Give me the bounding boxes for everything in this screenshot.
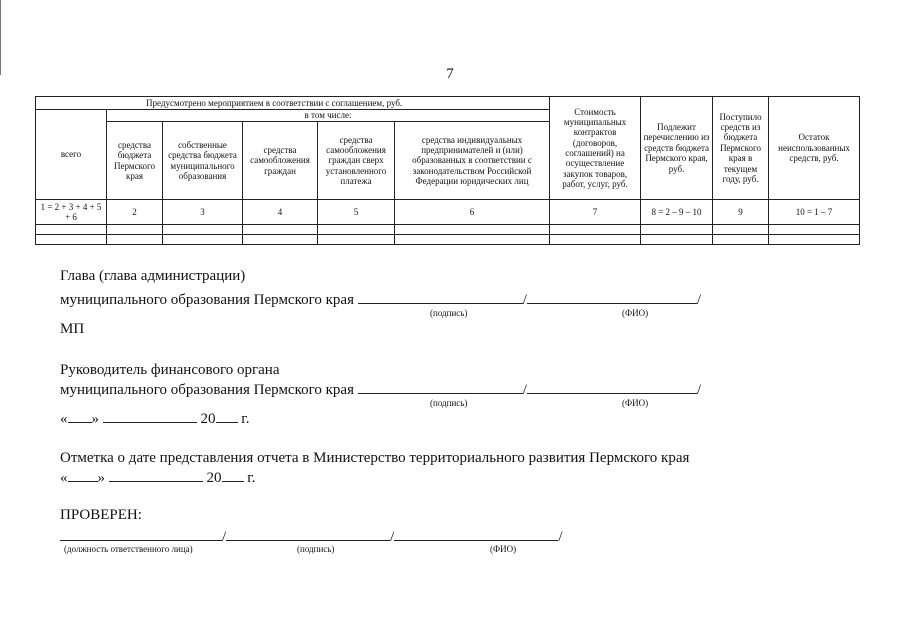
table-cell[interactable] (713, 235, 769, 245)
page-edge-line (0, 0, 1, 75)
checked-caption-position: (должность ответственного лица) (64, 544, 193, 554)
checked-caption-name: (ФИО) (490, 544, 517, 554)
col-number: 2 (107, 200, 163, 225)
head-name-field[interactable] (527, 289, 697, 304)
col-number: 1 = 2 + 3 + 4 + 5 + 6 (36, 200, 107, 225)
submission-year-field[interactable] (222, 467, 244, 482)
header-municipal-budget: собственные средства бюджета муниципального образования (163, 122, 243, 200)
table-cell[interactable] (107, 225, 163, 235)
head-signature-line: муниципального образования Пермского края / / (60, 289, 701, 310)
table-cell[interactable] (243, 225, 318, 235)
finance-municipality-label: муниципального образования Пермского края (60, 382, 354, 398)
checked-position-field[interactable] (60, 526, 222, 541)
year-prefix: 20 (206, 470, 222, 486)
year-prefix: 20 (200, 411, 216, 427)
date-open-quote: « (60, 411, 68, 427)
head-municipality-label: муниципального образования Пермского края (60, 292, 354, 308)
header-self-taxation-extra: средства самообложения граждан сверх установленного платежа (318, 122, 395, 200)
finance-day-field[interactable] (68, 408, 92, 423)
table-cell[interactable] (243, 235, 318, 245)
table-row (36, 200, 860, 225)
submission-date-line (60, 467, 255, 488)
finance-title-line: Руководитель финансового органа (60, 362, 280, 378)
checked-signature-field[interactable] (226, 526, 390, 541)
table-cell[interactable] (641, 225, 713, 235)
table-cell[interactable] (641, 235, 713, 245)
table-cell[interactable] (318, 235, 395, 245)
page-number: 7 (446, 66, 454, 82)
finance-signature-field[interactable] (358, 379, 523, 394)
finance-date-line (60, 408, 249, 429)
header-remaining: Остаток неиспользованных средств, руб. (769, 97, 860, 200)
header-main: Предусмотрено мероприятием в соответствии с соглашением, руб. (36, 97, 550, 110)
table-row (36, 225, 860, 235)
col-number: 9 (713, 200, 769, 225)
table-cell[interactable] (769, 225, 860, 235)
table-cell[interactable] (318, 225, 395, 235)
seal-mark: МП (60, 321, 85, 337)
table-cell[interactable] (769, 235, 860, 245)
date-open-quote: « (60, 470, 68, 486)
header-including: в том числе: (107, 110, 550, 122)
finance-signature-line: муниципального образования Пермского края / / (60, 379, 701, 400)
table-header-row (36, 97, 860, 110)
submission-month-field[interactable] (109, 467, 203, 482)
table-cell[interactable] (36, 225, 107, 235)
table-cell[interactable] (395, 225, 550, 235)
col-number: 5 (318, 200, 395, 225)
table-row (36, 235, 860, 245)
header-total: всего (36, 110, 107, 200)
checked-signature-line: / / / (60, 526, 563, 547)
col-number: 6 (395, 200, 550, 225)
checked-caption-sign: (подпись) (297, 544, 335, 554)
finance-month-field[interactable] (103, 408, 197, 423)
table-cell[interactable] (550, 225, 641, 235)
finance-caption-name: (ФИО) (622, 398, 649, 408)
header-received: Поступило средств из бюджета Пермского края в текущем году, руб. (713, 97, 769, 200)
header-entrepreneurs: средства индивидуальных предпринимателей и (или) образованных в соответствии с законодательством Российской Федерации юридических лиц (395, 122, 550, 200)
table-cell[interactable] (163, 225, 243, 235)
table-cell[interactable] (163, 235, 243, 245)
checked-name-field[interactable] (394, 526, 558, 541)
submission-line: Отметка о дате представления отчета в Министерство территориального развития Пермского края (60, 450, 690, 466)
finance-caption-sign: (подпись) (430, 398, 468, 408)
head-caption-name: (ФИО) (622, 308, 649, 318)
col-number: 10 = 1 – 7 (769, 200, 860, 225)
report-table (35, 96, 860, 245)
year-suffix: г. (241, 411, 250, 427)
col-number: 7 (550, 200, 641, 225)
table-cell[interactable] (107, 235, 163, 245)
submission-day-field[interactable] (68, 467, 98, 482)
table-cell[interactable] (713, 225, 769, 235)
head-caption-sign: (подпись) (430, 308, 468, 318)
col-number: 3 (163, 200, 243, 225)
year-suffix: г. (247, 470, 256, 486)
header-contract-cost: Стоимость муниципальных контрактов (договоров, соглашений) на осуществление закупок товаров, работ, услуг, руб. (550, 97, 641, 200)
date-close-quote: » (97, 470, 105, 486)
finance-name-field[interactable] (527, 379, 697, 394)
col-number: 4 (243, 200, 318, 225)
table-cell[interactable] (36, 235, 107, 245)
header-self-taxation: средства самообложения граждан (243, 122, 318, 200)
finance-year-field[interactable] (216, 408, 238, 423)
header-regional-budget: средства бюджета Пермского края (107, 122, 163, 200)
checked-title: ПРОВЕРЕН: (60, 507, 142, 523)
header-to-transfer: Подлежит перечислению из средств бюджета Пермского края, руб. (641, 97, 713, 200)
col-number: 8 = 2 – 9 – 10 (641, 200, 713, 225)
date-close-quote: » (91, 411, 99, 427)
head-signature-field[interactable] (358, 289, 523, 304)
head-title-line: Глава (глава администрации) (60, 268, 246, 284)
table-cell[interactable] (395, 235, 550, 245)
table-cell[interactable] (550, 235, 641, 245)
